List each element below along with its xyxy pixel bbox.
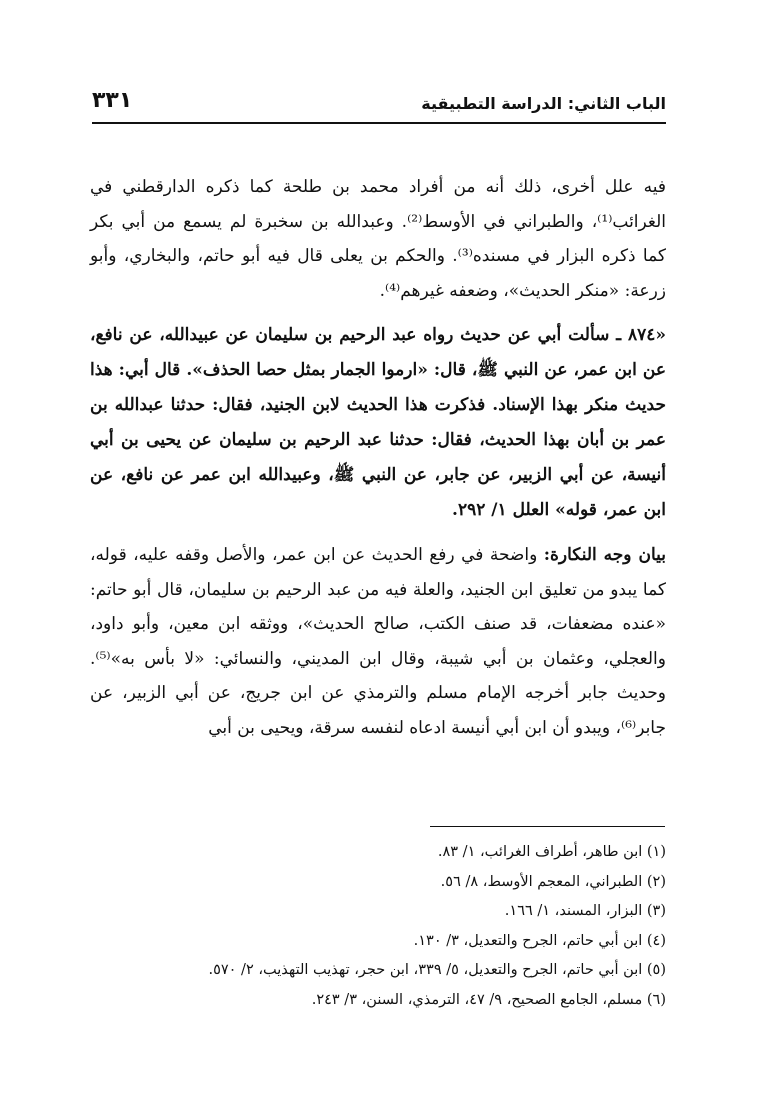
header-rule [92,122,666,124]
footnote-2: (٢) الطبراني، المعجم الأوسط، ٨/ ٥٦. [440,873,666,890]
footnote-5: (٥) ابن أبي حاتم، الجرح والتعديل، ٥/ ٣٣٩، ابن حجر، تهذيب التهذيب، ٢/ ٥٧٠. [208,962,666,978]
footnote-1: (١) ابن طاهر، أطراف الغرائب، ١/ ٨٣. [437,844,666,860]
explanation-paragraph [90,538,666,745]
footnotes [90,838,666,1015]
page-number: ٣٣١ [92,88,133,113]
intro-paragraph: فيه علل أخرى، ذلك أنه من أفراد محمد بن طلحة كما ذكره الدارقطني في الغرائب⁽¹⁾، والطبراني في الأوسط⁽²⁾. وعبدالله بن سخبرة لم يسمع من أبي بكر كما ذكره البزار في مسنده⁽³⁾. والحكم بن يعلى قال فيه أبو حاتم، والبخاري، وأبو زرعة: «منكر الحديث»، وضعفه غيرهم⁽⁴⁾. [90,177,667,301]
page-header [92,88,666,122]
question-paragraph: «٨٧٤ ـ سألت أبي عن حديث رواه عبد الرحيم بن سليمان عن عبيدالله، عن نافع، عن ابن عمر، عن النبي ﷺ، قال: «ارموا الجمار بمثل حصا الحذف». قال أبي: هذا حديث منكر بهذا الإسناد. فذكرت هذا الحديث لابن الجنيد، فقال: حدثنا عبدالله بن عمر بن أبان بهذا الحديث، فقال: حدثنا عبد الرحيم بن سليمان عن يحيى بن أبي أنيسة، عن أبي الزبير، عن جابر، عن النبي ﷺ، وعبيدالله ابن عمر عن نافع، عن ابن عمر، قوله» العلل ١/ ٢٩٢. [90,325,666,520]
explanation-text: واضحة في رفع الحديث عن ابن عمر، والأصل وقفه عليه، قوله، كما يبدو من تعليق ابن الجنيد، والعلة فيه من عبد الرحيم بن سليمان، قال أبو حاتم: «عنده مضعفات، قد صنف الكتب، صالح الحديث»، ووثقه ابن معين، وأبو داود، والعجلي، وعثمان بن أبي شيبة، وقال ابن المديني، والنسائي: «لا بأس به»⁽⁵⁾. وحديث جابر أخرجه الإمام مسلم والترمذي عن ابن جريج، عن أبي الزبير، عن جابر⁽⁶⁾، ويبدو أن ابن أبي أنيسة ادعاه لنفسه سرقة، ويحيى بن أبي [90,545,666,738]
footnote-3: (٣) البزار، المسند، ١/ ١٦٦. [504,903,666,919]
explanation-label: بيان وجه النكارة: [543,545,666,565]
footnote-6: (٦) مسلم، الجامع الصحيح، ٩/ ٤٧، الترمذي، السنن، ٣/ ٢٤٣. [311,991,666,1008]
main-text [90,170,666,755]
chapter-title: الباب الثاني: الدراسة التطبيقية [421,94,666,113]
footnote-separator [430,826,665,827]
footnote-4: (٤) ابن أبي حاتم، الجرح والتعديل، ٣/ ١٣٠. [413,932,666,949]
